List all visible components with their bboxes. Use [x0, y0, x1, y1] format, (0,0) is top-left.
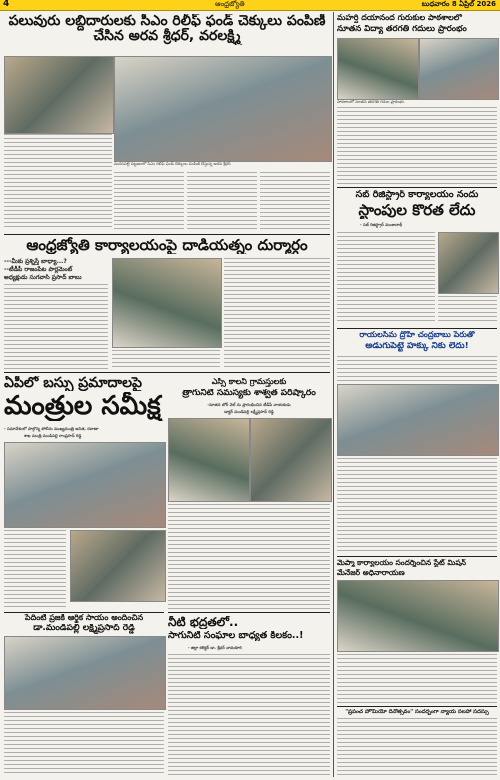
- irrigation-byline: - జిల్లా కలెక్టర్ డా. శ్రీధర్ చామకూరి: [188, 645, 242, 650]
- irrigation-body: [168, 654, 330, 776]
- cm-relief-headline: [4, 14, 330, 45]
- cm-relief-photo-2: [114, 56, 332, 162]
- pension-photo: [4, 636, 166, 710]
- cm-relief-photo-1: [4, 56, 114, 134]
- bus-photo-2: [70, 530, 166, 602]
- cm-relief-body-col3: [187, 172, 257, 232]
- school-caption: పాఠశాలలో నూతన తరగతి గదుల ప్రారంభం: [337, 99, 405, 104]
- water-photo-2: [250, 418, 332, 502]
- pension-body: [4, 712, 164, 776]
- registrar-body-2: [438, 296, 497, 322]
- school-body: [337, 107, 497, 185]
- water-headline: త్రాగునీటి సమస్యకు శాశ్వత పరిష్కారం: [182, 389, 316, 398]
- attack-caption: [112, 350, 220, 370]
- cm-relief-body-col4: [260, 172, 330, 232]
- water-byline: -నూతన బోర్ వెల్ ను ప్రారంభించిన టీడీపీ నాయకుడు: [207, 402, 291, 407]
- bus-headline-line1: ఏపీలో బస్సు ప్రమాదాలపై: [4, 376, 143, 391]
- prize-photo: [337, 580, 499, 652]
- rule: [337, 328, 497, 329]
- header-bar: [0, 0, 500, 11]
- rule: [4, 372, 330, 373]
- irrigation-headline-line2: సాగునీటి సంఘాల బాధ్యత కీలకం..!: [168, 631, 304, 641]
- rule: [337, 706, 497, 707]
- cm-relief-caption: మదనపల్లె పట్టణంలో సీఎం రిలీఫ్ ఫండ్ చెక్కులు పంపిణీ చేస్తున్న అరవ శ్రీధర్: [114, 161, 231, 166]
- attack-kicker-2: --టీడీపీ రాజంపేట పార్లమెంట్: [4, 266, 73, 273]
- water-byline-2: డాక్టర్ మండిపల్లి లక్ష్మీప్రసాద్ రెడ్డి: [224, 409, 274, 414]
- column-divider: [333, 12, 334, 777]
- bus-byline-2: శాఖ మంత్రి మండిపల్లి రాంప్రసాద్ రెడ్డి: [24, 433, 82, 438]
- rule: [4, 234, 330, 235]
- prize-body: [337, 654, 497, 704]
- masthead-title: ఆంధ్రజ్యోతి: [215, 0, 245, 8]
- irrigation-headline-line1: నీటి భద్రతలో..: [168, 616, 239, 629]
- pension-headline-line2: డా.మండిపల్లి లక్ష్మీప్రసాద్ రెడ్డి: [33, 624, 135, 633]
- attack-kicker-3: అధ్యక్షుడు సుగవాసి ప్రసాద్ బాబు: [4, 274, 82, 281]
- rule: [4, 612, 164, 613]
- issue-date: బుధవారం 8 ఏప్రిల్ 2026: [421, 0, 496, 8]
- prize-headline-line1: మెప్మా కార్యాలయం సందర్శించిన స్టేట్ మిషన్: [337, 559, 466, 567]
- prize-headline-line2: మేనేజర్ అధినారాయణ: [337, 569, 405, 577]
- rayachoti-intro: [337, 356, 497, 382]
- cm-relief-headline-line2: చేసిన అరవ శ్రీధర్, వరలక్ష్మి: [93, 28, 241, 45]
- cm-relief-headline-line1: పలువురు లబ్దిదారులకు సీఎం రిలీఫ్ ఫండ్ చెక్కులు పంపిణీ: [8, 14, 326, 29]
- school-headline-line1: మహర్షి దయానంద గురుకుల పాఠశాలలో: [337, 14, 462, 22]
- cm-relief-body-col2: [114, 172, 184, 232]
- rule: [337, 187, 497, 188]
- water-photo-1: [168, 418, 250, 502]
- attack-headline: ఆంధ్రజ్యోతి కార్యాలయంపై దాడియత్నం దుర్మార్గం: [26, 237, 308, 254]
- school-headline-line2: నూతన విద్యా తరగతి గదులు ప్రారంభం: [337, 25, 467, 34]
- homeo-body: [337, 718, 497, 776]
- rayachoti-photo: [337, 384, 499, 456]
- attack-body-col1: [4, 284, 108, 370]
- page-number: 4: [3, 0, 10, 9]
- rule: [168, 612, 330, 613]
- bus-photo: [4, 442, 166, 528]
- school-photo-2: [419, 38, 499, 100]
- registrar-photo: [438, 232, 499, 294]
- rule: [337, 556, 497, 557]
- attack-body-col2: [224, 258, 330, 370]
- rayachoti-body: [337, 458, 497, 554]
- attack-photo: [112, 258, 222, 348]
- school-photo-1: [337, 38, 419, 100]
- water-kicker: ఎస్సీ కాలనీ గ్రామస్తులకు: [211, 378, 287, 386]
- bus-headline-line2: మంత్రుల సమీక్ష: [4, 392, 161, 421]
- registrar-byline: - సబ్ రిజిస్ట్రార్ మంజునాథ్: [360, 222, 403, 227]
- registrar-headline-line2: స్టాంపుల కొరత లేదు: [358, 202, 476, 219]
- bus-body-col1: [4, 530, 66, 610]
- pension-headline-line1: పేదింటి ప్రజకి ఆర్థిక సాయం అందించిన: [24, 614, 144, 622]
- water-body: [168, 504, 330, 610]
- rayachoti-headline-line2: అడుగుపెట్టే హక్కు నీకు లేదు!: [365, 342, 469, 351]
- cm-relief-body: [4, 134, 112, 230]
- attack-kicker-1: ---మీకు ప్రశ్నిస్తే బాధ్యా...?: [4, 258, 67, 265]
- homeo-kicker: "ప్రపంచ హోమియో దినోత్సవం" సందర్భంగా న్యాయ సలహా సదస్సు: [345, 709, 489, 715]
- registrar-body: [337, 232, 435, 322]
- registrar-headline-line1: సబ్ రిజిస్ట్రార్ కార్యాలయం నందు: [355, 190, 479, 200]
- bus-byline: - సమావేశంలో పాల్గొన్న పోలీసు ముఖ్యమంత్రి అనిత, రవాణా: [4, 426, 99, 431]
- rayachoti-headline-line1: రాయలసీమ ద్రోహి చంద్రబాబు పేరుతో: [359, 331, 475, 339]
